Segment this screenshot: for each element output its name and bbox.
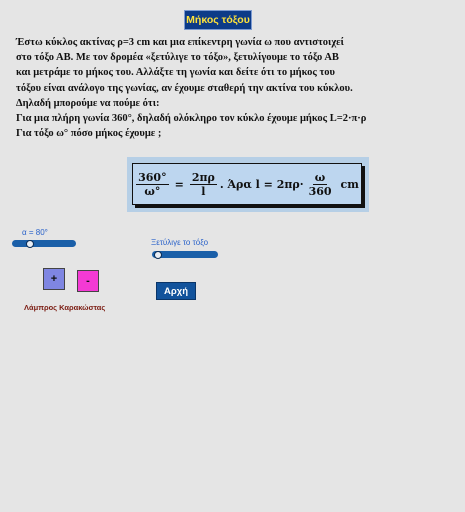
angle-slider-label: α = 80°: [22, 228, 48, 237]
intro-line: Έστω κύκλος ακτίνας ρ=3 cm και μια επίκεντρη γωνία ω που αντιστοιχεί: [16, 37, 344, 48]
intro-line: στο τόξο ΑΒ. Με τον δρομέα «ξετύλιγε το τόξο», ξετυλίγουμε το τόξο ΑΒ: [16, 52, 339, 64]
equals-sign: =: [174, 177, 184, 191]
fraction-denominator: l: [201, 184, 206, 198]
fraction-omega-over-360: [307, 171, 334, 198]
fraction-2pr-over-l: [190, 171, 217, 198]
fraction-numerator: 2πρ: [191, 170, 215, 184]
formula-unit: cm: [340, 177, 359, 191]
reset-button[interactable]: Αρχή: [156, 282, 196, 300]
fraction-denominator: ω°: [144, 184, 161, 198]
formula-conclusion-text: . Άρα l = 2πρ·: [219, 177, 304, 191]
intro-line: και μετράμε το μήκος του. Αλλάξτε τη γωνία και δείτε ότι το μήκος του: [16, 67, 335, 79]
fraction-numerator: 360°: [138, 170, 167, 184]
unroll-arc-slider-handle[interactable]: [154, 251, 162, 259]
decrease-angle-button[interactable]: -: [77, 270, 99, 292]
unroll-slider-label: Ξετύλιγε το τόξο: [151, 238, 209, 247]
intro-line: Για τόξο ω° πόσο μήκος έχουμε ;: [16, 128, 162, 140]
intro-line: τόξου είναι ανάλογο της γωνίας, αν έχουμε σταθερή την ακτίνα του κύκλου.: [16, 82, 353, 94]
page-title: Μήκος τόξου: [184, 10, 252, 30]
author-credit: Λάμπρος Καρακώστας: [24, 303, 106, 312]
fraction-numerator: ω: [314, 170, 326, 184]
unroll-arc-slider[interactable]: [152, 251, 218, 258]
angle-slider[interactable]: [12, 240, 76, 247]
intro-line: Δηλαδή μπορούμε να πούμε ότι:: [16, 97, 160, 109]
intro-text: [16, 35, 456, 141]
intro-line: Για μια πλήρη γωνία 360°, δηλαδή ολόκληρο τον κύκλο έχουμε μήκος L=2·π·ρ: [16, 113, 367, 125]
angle-slider-handle[interactable]: [26, 240, 34, 248]
fraction-360-over-omega: [136, 171, 168, 198]
fraction-denominator: 360: [308, 184, 332, 198]
formula-panel: [127, 157, 369, 212]
increase-angle-button[interactable]: +: [43, 268, 65, 290]
formula-box: [132, 163, 362, 205]
